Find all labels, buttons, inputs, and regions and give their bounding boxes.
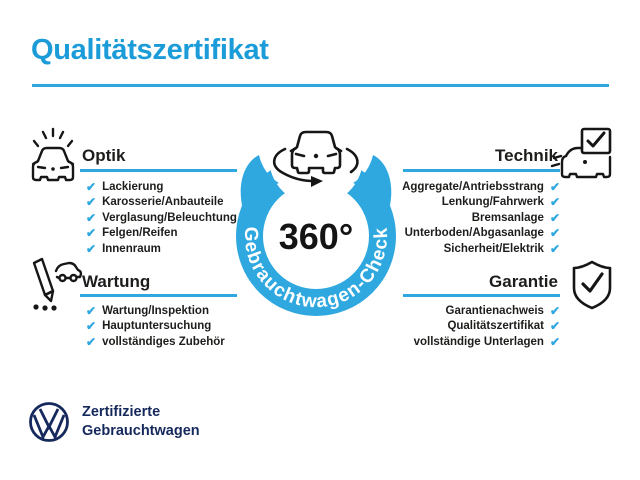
check-icon: ✔ [549, 210, 560, 225]
list-item [402, 179, 560, 195]
badge-degrees-label: 360° [278, 216, 354, 257]
item-label: Sicherheit/Elektrik [443, 242, 544, 255]
list-item [86, 334, 225, 350]
list-item [414, 319, 560, 335]
item-label: Lenkung/Fahrwerk [441, 196, 544, 209]
car-checkbox-icon [552, 129, 610, 177]
check-icon: ✔ [86, 303, 97, 318]
wartung-item-list [86, 303, 225, 350]
item-label: Hauptuntersuchung [102, 320, 212, 333]
item-label: Verglasung/Beleuchtung [102, 211, 237, 224]
service-checklist-icon [33, 259, 81, 311]
badge-ring [250, 170, 383, 303]
list-item [402, 226, 560, 242]
check-icon: ✔ [86, 334, 97, 349]
item-label: Felgen/Reifen [102, 227, 178, 240]
list-item [86, 241, 237, 257]
rotation-arrowhead [311, 176, 323, 187]
vw-logo [31, 404, 68, 441]
page-title: Qualitätszertifikat [31, 34, 269, 66]
item-label: Aggregate/Antriebsstrang [402, 180, 544, 193]
item-label: Unterboden/Abgasanlage [404, 227, 544, 240]
shield-check-icon [574, 262, 610, 308]
section-heading-optik: Optik [82, 146, 126, 165]
badge-360-check [240, 111, 392, 313]
item-label: Wartung/Inspektion [102, 304, 209, 317]
list-item [414, 334, 560, 350]
badge-wing-right [353, 155, 391, 210]
list-item [402, 210, 560, 226]
check-icon: ✔ [86, 226, 97, 241]
badge-wing-left [241, 155, 279, 210]
check-icon: ✔ [86, 241, 97, 256]
check-icon: ✔ [549, 195, 560, 210]
check-icon: ✔ [549, 303, 560, 318]
check-icon: ✔ [86, 319, 97, 334]
list-item [86, 210, 237, 226]
section-heading-technik: Technik [495, 146, 558, 165]
check-icon: ✔ [549, 319, 560, 334]
title-divider [32, 84, 609, 87]
badge-ring-label: Gebrauchtwagen-Check [239, 226, 393, 313]
footer-brand-text [82, 403, 200, 441]
item-label: Innenraum [102, 242, 161, 255]
check-icon: ✔ [86, 210, 97, 225]
item-label: Bremsanlage [471, 211, 544, 224]
footer-brand-line2: Gebrauchtwagen [82, 423, 200, 439]
wartung-underline [80, 294, 237, 297]
item-label: Lackierung [102, 180, 164, 193]
list-item [414, 303, 560, 319]
section-heading-wartung: Wartung [82, 272, 151, 291]
item-label: Karosserie/Anbauteile [102, 196, 224, 209]
garantie-underline [403, 294, 560, 297]
list-item [86, 303, 225, 319]
footer-brand-line1: Zertifizierte [82, 404, 161, 420]
technik-underline [403, 169, 560, 172]
check-icon: ✔ [549, 179, 560, 194]
check-icon: ✔ [86, 195, 97, 210]
optik-underline [80, 169, 237, 172]
check-icon: ✔ [549, 226, 560, 241]
list-item [86, 179, 237, 195]
section-heading-garantie: Garantie [489, 272, 558, 291]
check-icon: ✔ [86, 179, 97, 194]
optik-item-list [86, 179, 237, 257]
shining-car-icon [33, 129, 73, 180]
garantie-item-list [414, 303, 560, 350]
item-label: vollständiges Zubehör [102, 335, 225, 348]
list-item [402, 241, 560, 257]
technik-item-list [402, 179, 560, 257]
list-item [402, 195, 560, 211]
check-icon: ✔ [549, 241, 560, 256]
badge-top-notch [269, 111, 363, 205]
list-item [86, 319, 225, 335]
item-label: Garantienachweis [445, 304, 544, 317]
list-item [86, 226, 237, 242]
item-label: vollständige Unterlagen [413, 335, 544, 348]
rotating-car-icon [274, 132, 357, 187]
check-icon: ✔ [549, 334, 560, 349]
item-label: Qualitätszertifikat [447, 320, 544, 333]
list-item [86, 195, 237, 211]
